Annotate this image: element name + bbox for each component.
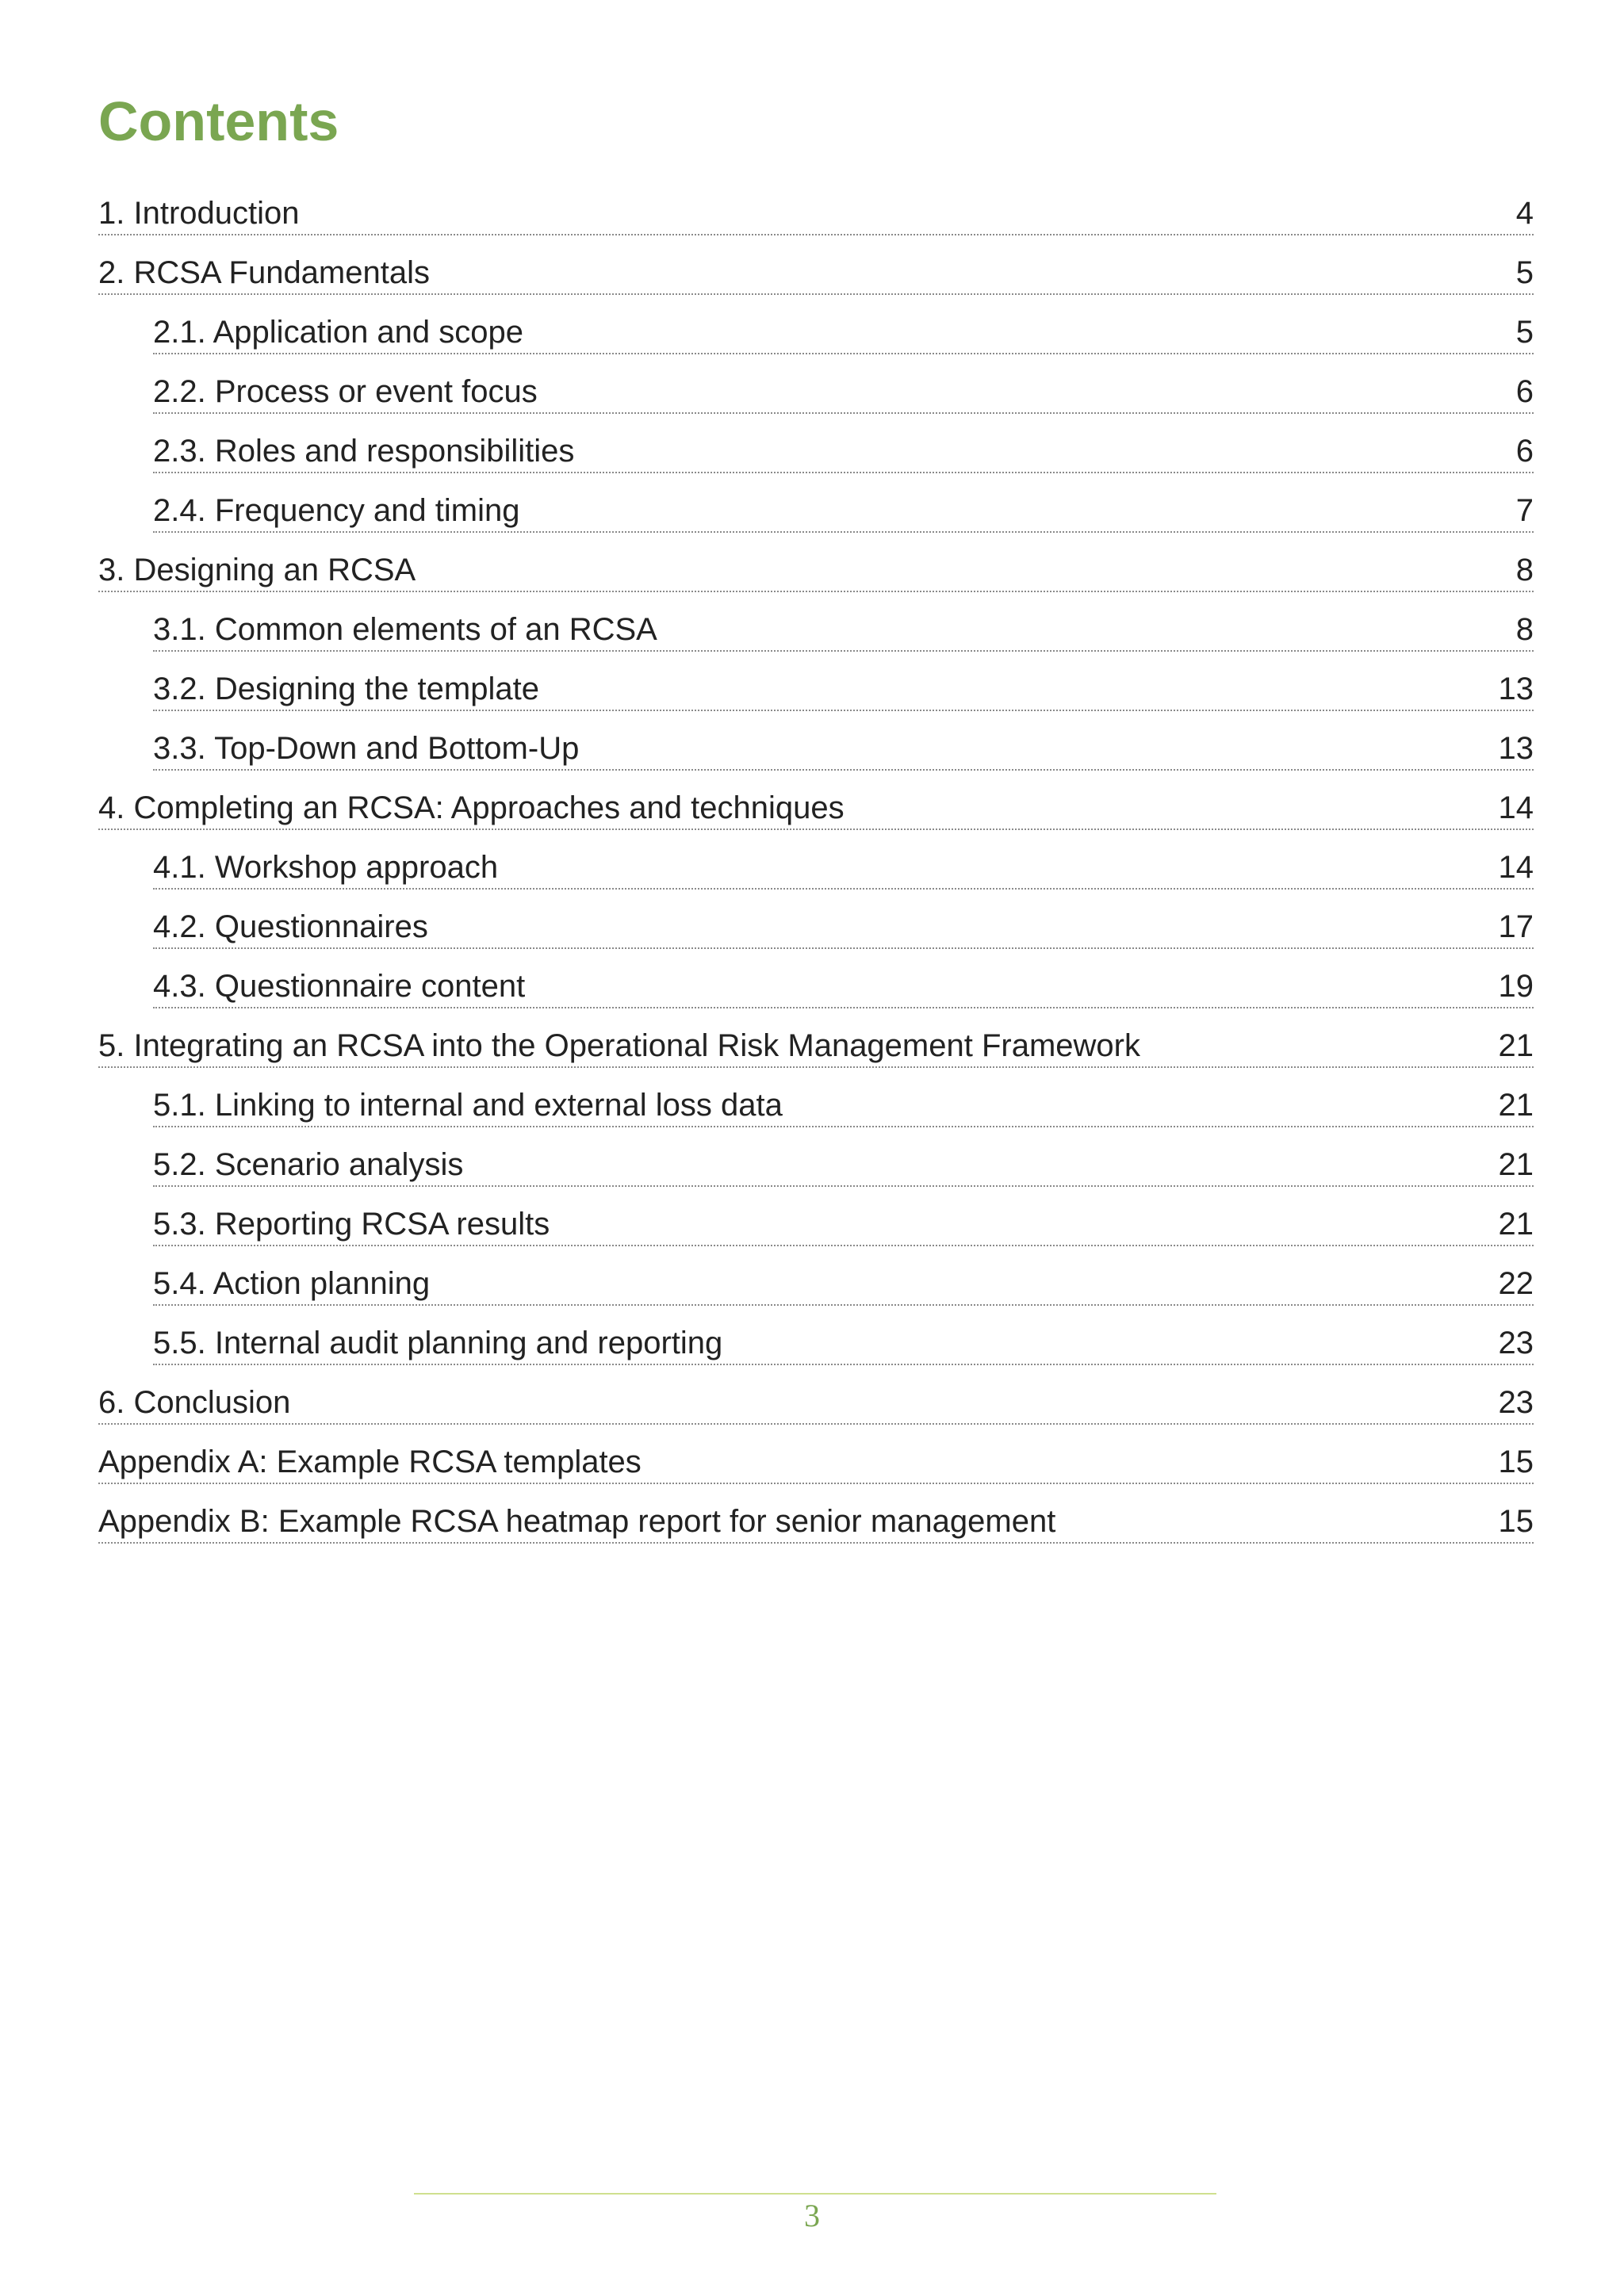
- toc-entry-title: 5.1. Linking to internal and external loss data: [153, 1088, 783, 1123]
- toc-entry[interactable]: [153, 354, 1534, 414]
- toc-entry-title: 4.2. Questionnaires: [153, 909, 428, 944]
- toc-entry-title: 1. Introduction: [98, 196, 300, 231]
- toc-entry[interactable]: [153, 949, 1534, 1008]
- toc-entry-page-number: 22: [1498, 1266, 1534, 1301]
- toc-entry[interactable]: [98, 176, 1534, 235]
- toc-entry-page-number: 23: [1498, 1326, 1534, 1360]
- toc-entry-title: 3.3. Top-Down and Bottom-Up: [153, 731, 580, 766]
- toc-entry-page-number: 6: [1515, 374, 1534, 409]
- toc-entry-page-number: 6: [1515, 434, 1534, 469]
- toc-entry-page-number: 14: [1498, 850, 1534, 885]
- toc-entry[interactable]: [153, 830, 1534, 890]
- toc-entry[interactable]: [153, 652, 1534, 711]
- toc-entry[interactable]: [153, 295, 1534, 354]
- toc-entry-page-number: 14: [1498, 790, 1534, 825]
- toc-entry-title: 6. Conclusion: [98, 1385, 291, 1420]
- toc-entry-title: 4.1. Workshop approach: [153, 850, 499, 885]
- toc-entry-title: 3.1. Common elements of an RCSA: [153, 612, 657, 647]
- toc-entry-title: 5.4. Action planning: [153, 1266, 431, 1301]
- toc-entry[interactable]: [98, 235, 1534, 295]
- toc-entry-page-number: 5: [1515, 255, 1534, 290]
- toc-entry-title: 2. RCSA Fundamentals: [98, 255, 430, 290]
- toc-entry[interactable]: [153, 890, 1534, 949]
- toc-entry[interactable]: [153, 1068, 1534, 1127]
- toc-entry-page-number: 21: [1498, 1207, 1534, 1242]
- toc-entry[interactable]: [153, 592, 1534, 652]
- toc-entry-page-number: 23: [1498, 1385, 1534, 1420]
- toc-entry-title: 3.2. Designing the template: [153, 672, 539, 706]
- toc-entry-title: 5. Integrating an RCSA into the Operational Risk Management Framework: [98, 1028, 1140, 1063]
- toc-entry-page-number: 13: [1498, 731, 1534, 766]
- toc-entry[interactable]: [98, 1008, 1534, 1068]
- toc-entry-page-number: 4: [1515, 196, 1534, 231]
- toc-entry-title: Appendix B: Example RCSA heatmap report for senior management: [98, 1504, 1056, 1539]
- toc-entry-page-number: 17: [1498, 909, 1534, 944]
- toc-entry[interactable]: [98, 1484, 1534, 1544]
- toc-entry-title: 3. Designing an RCSA: [98, 553, 416, 587]
- table-of-contents: [98, 176, 1534, 1544]
- toc-entry-title: 2.4. Frequency and timing: [153, 493, 520, 528]
- toc-entry-title: 2.1. Application and scope: [153, 315, 524, 350]
- toc-entry-page-number: 19: [1498, 969, 1534, 1004]
- toc-entry[interactable]: [98, 1365, 1534, 1425]
- toc-entry-page-number: 21: [1498, 1028, 1534, 1063]
- toc-entry[interactable]: [153, 414, 1534, 473]
- toc-entry[interactable]: [98, 533, 1534, 592]
- toc-entry[interactable]: [153, 1187, 1534, 1246]
- toc-entry-page-number: 8: [1515, 553, 1534, 587]
- toc-entry[interactable]: [153, 1306, 1534, 1365]
- toc-entry-page-number: 21: [1498, 1088, 1534, 1123]
- toc-entry-page-number: 15: [1498, 1504, 1534, 1539]
- toc-entry-page-number: 8: [1515, 612, 1534, 647]
- toc-entry[interactable]: [153, 1127, 1534, 1187]
- toc-entry-title: Appendix A: Example RCSA templates: [98, 1445, 642, 1479]
- toc-entry-title: 2.3. Roles and responsibilities: [153, 434, 575, 469]
- toc-entry-page-number: 15: [1498, 1445, 1534, 1479]
- toc-entry-title: 5.5. Internal audit planning and reporting: [153, 1326, 723, 1360]
- toc-entry-page-number: 5: [1515, 315, 1534, 350]
- page-title: Contents: [98, 90, 339, 152]
- toc-entry[interactable]: [153, 1246, 1534, 1306]
- toc-entry-title: 5.3. Reporting RCSA results: [153, 1207, 550, 1242]
- page-number: 3: [804, 2198, 820, 2233]
- toc-entry[interactable]: [153, 473, 1534, 533]
- toc-entry-page-number: 13: [1498, 672, 1534, 706]
- toc-entry-page-number: 7: [1515, 493, 1534, 528]
- toc-entry[interactable]: [98, 1425, 1534, 1484]
- toc-entry[interactable]: [153, 711, 1534, 771]
- toc-entry-page-number: 21: [1498, 1147, 1534, 1182]
- toc-entry-title: 4. Completing an RCSA: Approaches and techniques: [98, 790, 845, 825]
- toc-entry-title: 5.2. Scenario analysis: [153, 1147, 464, 1182]
- toc-entry-title: 2.2. Process or event focus: [153, 374, 538, 409]
- toc-entry[interactable]: [98, 771, 1534, 830]
- footer-divider: [414, 2193, 1216, 2195]
- toc-entry-title: 4.3. Questionnaire content: [153, 969, 526, 1004]
